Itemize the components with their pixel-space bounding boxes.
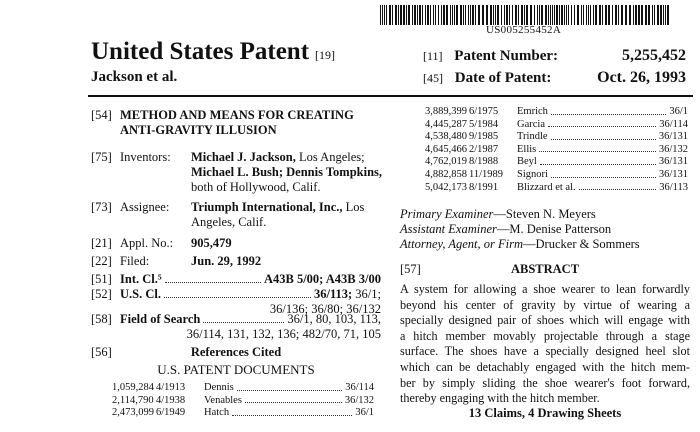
abstract-code: [57]: [400, 262, 421, 276]
barcode-bar: [583, 5, 584, 25]
barcode-bar: [571, 5, 572, 25]
citation-date: 6/1949: [156, 407, 186, 419]
barcode-bar: [612, 5, 613, 25]
barcode-bar: [577, 5, 579, 25]
patent-title: [91, 38, 335, 66]
barcode-bar: [641, 5, 643, 25]
citation-row: [425, 182, 688, 195]
barcode-bar: [446, 5, 448, 25]
barcode-bar: [389, 5, 391, 25]
barcode-bar: [599, 5, 601, 25]
barcode-bar: [608, 5, 610, 25]
barcode-bar: [443, 5, 445, 25]
barcode-bar: [468, 5, 469, 25]
inventors-line-3: both of Hollywood, Calif.: [191, 180, 321, 194]
citation-number: 1,059,284: [112, 382, 154, 393]
barcode-bar: [518, 5, 519, 25]
inventors-field: [75] Inventors: Michael J. Jackson, Los Angeles;: [91, 150, 365, 164]
citation-row: [425, 169, 688, 182]
citation-class: 36/132: [344, 394, 374, 406]
barcode-bar: [454, 5, 455, 25]
citation-number: 2,473,099: [112, 407, 154, 419]
abstract-line: ber by simply sliding the shoe wearer's foot forward,: [400, 375, 690, 390]
citation-date: 6/1975: [469, 106, 499, 117]
barcode-bar: [618, 5, 619, 25]
barcode-bar: [419, 5, 421, 25]
citation-date: 2/1987: [469, 143, 499, 155]
leader-dots: [551, 139, 656, 140]
barcode-bar: [450, 5, 451, 25]
assignee-line-2: Angeles, Calif.: [191, 215, 267, 229]
barcode-bar: [493, 5, 494, 25]
barcode-bar: [621, 5, 623, 25]
citation-date: 4/1913: [156, 382, 186, 393]
citation-class: 36/131: [658, 168, 688, 180]
barcode-bar: [515, 5, 517, 25]
citation-number: 4,445,287: [425, 118, 467, 130]
title-field-code: [54]: [91, 108, 112, 122]
appl-label: Appl. No.:: [120, 236, 174, 250]
search-value-2: 36/114, 131, 132, 136; 482/70, 71, 105: [186, 327, 381, 341]
barcode-bar: [435, 5, 436, 25]
citation-name: Beyl: [517, 156, 537, 168]
citation-number: 4,645,466: [425, 143, 467, 155]
date-label: Date of Patent:: [454, 70, 552, 86]
citation-name: Venables: [204, 394, 242, 406]
barcode-bar: [386, 5, 387, 25]
leader-dots: [551, 114, 666, 115]
barcode-bar: [506, 5, 508, 25]
barcode-bar: [408, 5, 410, 25]
barcode-bar: [526, 5, 528, 25]
citation-name: Ellis: [517, 143, 537, 155]
barcode-bar: [395, 5, 397, 25]
barcode-bar: [625, 5, 627, 25]
patent-number-value: 5,255,452: [622, 47, 686, 64]
leader-dots: [245, 402, 342, 403]
barcode-bar: [561, 5, 563, 25]
barcode-bar: [530, 5, 532, 25]
search-code: [58]: [91, 312, 112, 326]
citation-number: 5,042,173: [425, 181, 467, 193]
primary-examiner: Primary Examiner—Steven N. Meyers: [400, 207, 596, 221]
barcode-bar: [478, 5, 480, 25]
refs-code: [56]: [91, 345, 112, 359]
barcode-bar: [645, 5, 647, 25]
inventors-code: [75]: [91, 150, 112, 164]
uscl-label: U.S. Cl.: [120, 287, 161, 301]
barcode-bar: [412, 5, 413, 25]
barcode-bar: [504, 5, 505, 25]
filed-code: [22]: [91, 254, 112, 268]
citation-class: 36/131: [658, 131, 688, 143]
barcode-bar: [438, 5, 439, 25]
citation-row: [425, 106, 688, 119]
barcode-bar: [465, 5, 466, 25]
date-value: Oct. 26, 1993: [597, 69, 686, 86]
barcode-graphic: [380, 5, 676, 25]
header-rule: [88, 95, 693, 97]
inventors-label: Inventors:: [120, 150, 171, 164]
barcode-bar: [556, 5, 558, 25]
barcode-bar: [398, 5, 399, 25]
citation-date: 9/1985: [469, 131, 499, 143]
barcode-bar: [581, 5, 582, 25]
intcl-code: [51]: [91, 272, 112, 286]
leader-dots: [579, 189, 657, 190]
assistant-examiner: Assistant Examiner—M. Denise Patterson: [400, 222, 612, 236]
barcode-bar: [568, 5, 569, 25]
barcode-bar: [384, 5, 385, 25]
citation-row: [425, 144, 688, 157]
citation-number: 4,762,019: [425, 156, 467, 168]
barcode-bar: [541, 5, 543, 25]
assignee-code: [73]: [91, 200, 112, 214]
barcode-bar: [482, 5, 484, 25]
date-code: [45]: [423, 71, 443, 85]
barcode-bar: [382, 5, 383, 25]
title-line-1: METHOD AND MEANS FOR CREATING: [120, 108, 354, 122]
intcl-field: [91, 272, 381, 287]
barcode-bar: [472, 5, 474, 25]
leader-dots: [237, 390, 342, 391]
barcode-bar: [463, 5, 464, 25]
leader-dots: [539, 151, 656, 152]
citation-row: [112, 407, 374, 420]
attorney: Attorney, Agent, or Firm—Drucker & Sommers: [400, 237, 640, 251]
barcode-bar: [615, 5, 617, 25]
barcode-bar: [602, 5, 603, 25]
citation-number: 4,882,858: [425, 168, 467, 180]
barcode-bar: [534, 5, 535, 25]
abstract-line: beyond his center of gravity by virtue of wearing a: [400, 297, 690, 312]
barcode-bar: [406, 5, 407, 25]
appl-code: [21]: [91, 236, 112, 250]
leader-dots: [232, 415, 352, 416]
barcode-bar: [490, 5, 492, 25]
citation-row: [425, 156, 688, 169]
citation-class: 36/114: [659, 118, 688, 130]
barcode-bar: [403, 5, 405, 25]
abstract-body: [400, 282, 690, 407]
barcode-bar: [652, 5, 653, 25]
barcode-bar: [663, 5, 664, 25]
abstract-line: surface. The shoes have a specially designed heel slot: [400, 344, 690, 359]
abstract-line: A system for allowing a shoe wearer to lean forwardly: [400, 282, 690, 296]
citation-name: Garcia: [517, 118, 545, 130]
barcode-bar: [605, 5, 607, 25]
barcode-bar: [512, 5, 513, 25]
citation-row: [112, 382, 374, 395]
barcode-bar: [475, 5, 476, 25]
date-value-wrap: [597, 69, 686, 87]
citation-date: 11/1989: [469, 168, 504, 180]
citation-date: 8/1988: [469, 156, 499, 168]
citation-name: Blizzard et al.: [517, 181, 576, 193]
barcode-bar: [586, 5, 587, 25]
barcode-bar: [460, 5, 462, 25]
barcode-bar: [554, 5, 555, 25]
citation-number: 4,538,480: [425, 131, 467, 143]
abstract-title: ABSTRACT: [510, 262, 580, 276]
citation-row: [112, 395, 374, 408]
barcode-bar: [564, 5, 565, 25]
barcode-bar: [665, 5, 666, 25]
barcode-bar: [433, 5, 434, 25]
barcode-bar: [524, 5, 525, 25]
title-field: [91, 108, 391, 138]
abstract-line: a hitch member movably projectable through a stage: [400, 328, 690, 343]
barcode-bar: [566, 5, 567, 25]
uscl-field: U.S. Cl. 36/113; 36/1; 36/136; 36/80; 36/132 [52]: [91, 287, 381, 316]
barcode-bar: [635, 5, 637, 25]
barcode-bar: [430, 5, 431, 25]
barcode-bar: [648, 5, 650, 25]
leader-dots: [548, 126, 656, 127]
citation-name: Trindle: [517, 131, 548, 143]
citation-class: 36/132: [658, 143, 688, 155]
patent-number-label: Patent Number:: [454, 48, 559, 64]
barcode-bar: [537, 5, 538, 25]
barcode-bar: [456, 5, 458, 25]
barcode-bar: [427, 5, 429, 25]
date-line: [423, 70, 551, 87]
left-citations: [112, 382, 374, 420]
barcode-bar: [497, 5, 499, 25]
barcode-bar: [667, 5, 669, 25]
title-line-2: ANTI-GRAVITY ILLUSION: [120, 123, 277, 137]
leader-dots: [540, 164, 656, 165]
barcode-bar: [425, 5, 426, 25]
barcode-bar: [633, 5, 634, 25]
citation-class: 36/1: [669, 106, 688, 117]
barcode-bar: [422, 5, 423, 25]
filed-value: Jun. 29, 1992: [191, 254, 262, 268]
uscl-code: [52]: [91, 287, 112, 301]
assignee-label: Assignee:: [120, 200, 170, 214]
patent-number-line: [423, 48, 558, 65]
barcode-bar: [470, 5, 471, 25]
barcode-bar: [417, 5, 418, 25]
barcode-bar: [593, 5, 594, 25]
citation-name: Dennis: [204, 382, 234, 393]
citation-number: 3,889,399: [425, 106, 467, 117]
barcode-bar: [441, 5, 442, 25]
citation-date: 5/1984: [469, 118, 499, 130]
patent-number-code: [11]: [423, 49, 443, 63]
abstract-line: thereby engaging with the hitch member.: [400, 391, 600, 406]
barcode-bar: [559, 5, 560, 25]
leader-dots: [551, 177, 656, 178]
citation-class: 36/113: [659, 181, 688, 193]
right-citations: [425, 106, 688, 194]
barcode-bar: [590, 5, 591, 25]
abstract-heading: [400, 262, 690, 277]
barcode-bar: [574, 5, 575, 25]
title-text: United States Patent: [91, 38, 310, 65]
refs-title: References Cited: [190, 345, 282, 359]
barcode-bar: [486, 5, 488, 25]
barcode-bar: [660, 5, 662, 25]
refs-heading: [91, 345, 381, 360]
barcode-bar: [654, 5, 655, 25]
patent-number-value-wrap: [622, 47, 686, 65]
citation-date: 8/1991: [469, 181, 499, 193]
barcode-bar: [629, 5, 631, 25]
barcode-bar: [595, 5, 597, 25]
barcode-bar: [501, 5, 502, 25]
barcode-bar: [548, 5, 549, 25]
filed-label: Filed:: [120, 254, 150, 268]
authors: Jackson et al.: [91, 69, 178, 85]
us-docs-title: U.S. PATENT DOCUMENTS: [157, 362, 315, 377]
barcode-bar: [545, 5, 547, 25]
citation-date: 4/1938: [156, 394, 186, 406]
citation-row: [425, 131, 688, 144]
abstract-line: specially designed pair of shoes which will engage with: [400, 313, 690, 328]
citation-row: [425, 119, 688, 132]
search-label: Field of Search: [120, 312, 201, 326]
citation-name: Signori: [517, 168, 548, 180]
barcode-bar: [495, 5, 496, 25]
citation-name: Hatch: [204, 407, 230, 419]
barcode-bar: [539, 5, 540, 25]
barcode-bar: [521, 5, 523, 25]
inventors-line-2: Michael L. Bush; Dennis Tompkins,: [191, 165, 383, 179]
citation-class: 36/1: [355, 407, 374, 419]
barcode-bar: [380, 5, 381, 25]
barcode-bar: [392, 5, 393, 25]
barcode-bar: [400, 5, 402, 25]
barcode-bar: [452, 5, 453, 25]
barcode-bar: [414, 5, 416, 25]
search-field: [91, 312, 381, 342]
citation-class: 36/114: [345, 382, 374, 393]
abstract-line: which can be detachably engaged with the hitch mem-: [400, 359, 690, 374]
appl-value: 905,479: [191, 236, 232, 250]
intcl-value: A43B 5/00; A43B 3/00: [263, 272, 381, 286]
search-value-1: 36/1, 80, 103, 113,: [287, 312, 381, 326]
citation-number: 2,114,790: [112, 394, 154, 406]
barcode-bar: [657, 5, 659, 25]
barcode-bar: [509, 5, 510, 25]
barcode-bar: [638, 5, 640, 25]
title-code: [19]: [315, 48, 336, 62]
barcode-bar: [588, 5, 589, 25]
assignee-field: [73] Assignee: Triumph International, Inc., Los: [91, 200, 365, 214]
uscl-value-2: 36/136; 36/80; 36/132: [269, 302, 381, 316]
citation-name: Emrich: [517, 106, 548, 117]
intcl-label: Int. Cl.⁵: [120, 272, 162, 286]
claims-summary: 13 Claims, 4 Drawing Sheets: [468, 406, 622, 420]
barcode-bar: [552, 5, 553, 25]
barcode-bar: [550, 5, 551, 25]
document-number: US005255452A: [486, 24, 562, 36]
citation-class: 36/131: [658, 156, 688, 168]
